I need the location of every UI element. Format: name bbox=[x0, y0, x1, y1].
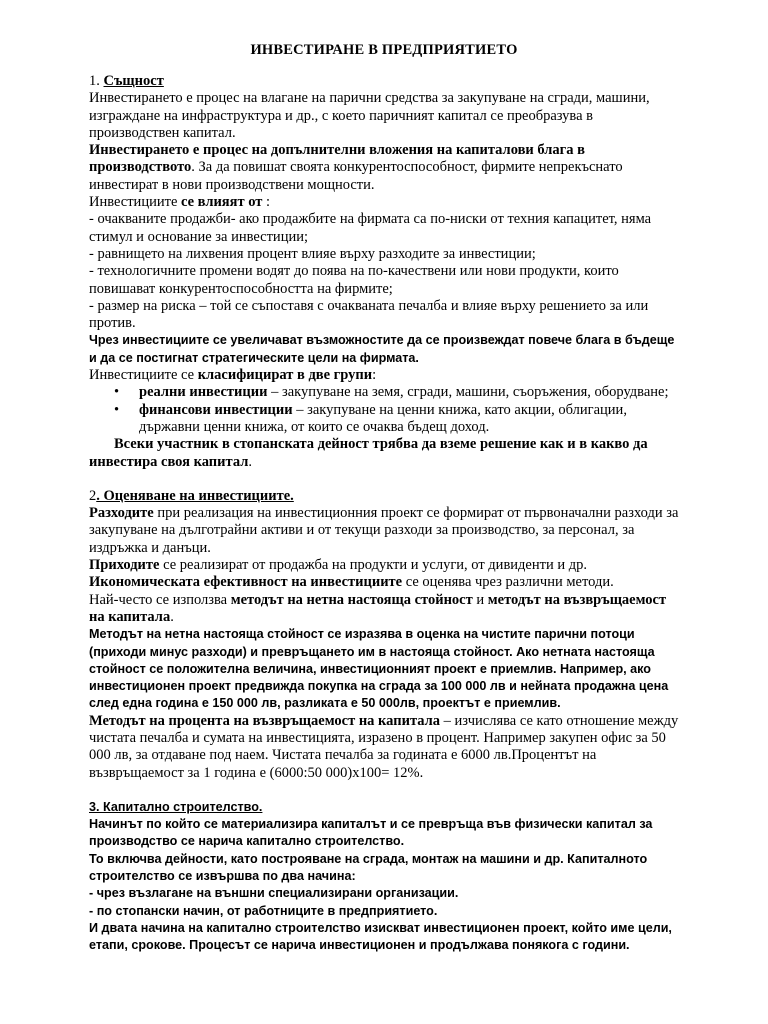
classification-list bbox=[89, 384, 679, 436]
revenue-bold: Приходите bbox=[89, 557, 160, 574]
bullet-icon: • bbox=[114, 384, 120, 401]
revenue-rest: се реализират от продажба на продукти и услуги, от дивиденти и др. bbox=[159, 557, 587, 574]
methods-bold-2: методът на възвръщаемост на капитала bbox=[89, 591, 667, 625]
conclusion-post: . bbox=[248, 453, 252, 470]
classification-post: : bbox=[372, 367, 377, 384]
section-1-note: Чрез инвестициите се увеличават възможностите да се произвеждат повече блага в бъдеще и да се постигнат стратегическите цели на фирмата. bbox=[89, 333, 675, 365]
factors-intro-post: : bbox=[262, 194, 271, 211]
section-1-heading bbox=[89, 73, 679, 90]
section-1-number: 1. bbox=[89, 73, 104, 89]
costs-bold: Разходите bbox=[89, 505, 154, 522]
factor-item: - технологичните промени водят до поява на по-качествени или нови продукти, които повишават конкурентоспособността на фирмите; bbox=[89, 263, 619, 297]
factors-intro-pre: Инвестициите bbox=[89, 194, 181, 211]
list-item-text: – закупуване на ценни книжа, като акции, облигации, държавни ценни книжа, от които се очаква бъдещ доход. bbox=[139, 401, 627, 435]
document-title: ИНВЕСТИРАНЕ В ПРЕДПРИЯТИЕТО bbox=[250, 42, 518, 58]
conclusion-bold: Всеки участник в стопанската дейност трябва да вземе решение как и в какво да инвестира своя капитал bbox=[89, 436, 648, 470]
list-item-bold: финансови инвестиции bbox=[139, 401, 293, 418]
spacer bbox=[89, 471, 679, 488]
list-item-text: – закупуване на земя, сгради, машини, съоръжения, оборудване; bbox=[267, 384, 669, 401]
roi-rest: – изчислява се като отношение между чистата печалба и сумата на инвестицията, изразено в процент. Например закупен офис за 50 000 лв, за отдаване под наем. Чистата печалба за годината е 6000 лв.Процентът на възвръщаемост за 1 година е (6000:50 000)х100= 12%. bbox=[89, 712, 679, 781]
section-2-number: 2 bbox=[89, 487, 97, 504]
classification-bold: класифицират в две групи bbox=[197, 367, 373, 384]
factor-item: - равнището на лихвения процент влияе върху разходите за инвестиции; bbox=[89, 245, 536, 262]
factor-item: - очакваните продажби- ако продажбите на фирмата са по-ниски от техния капацитет, няма стимул и основание за инвестиции; bbox=[89, 211, 652, 245]
section-3-title: 3. Капитално строителство. bbox=[89, 799, 263, 814]
section-1-title: Същност bbox=[103, 73, 164, 89]
efficiency-bold: Икономическата ефективност на инвестициите bbox=[89, 574, 403, 591]
costs-paragraph bbox=[89, 505, 679, 557]
section-3-item: - по стопански начин, от работниците в предприятието. bbox=[89, 903, 438, 918]
classification-intro bbox=[89, 367, 679, 384]
roi-bold: Методът на процента на възвръщаемост на капитала bbox=[89, 712, 441, 729]
efficiency-paragraph bbox=[89, 574, 679, 591]
classification-pre: Инвестициите се bbox=[89, 367, 198, 384]
section-1-paragraph: Инвестирането е процес на влагане на парични средства за закупуване на сгради, машини, изграждане на инфраструктура и др., с което паричният капитал се преобразува в производствен капитал. bbox=[89, 90, 650, 141]
costs-rest: при реализация на инвестиционния проект се формират от първоначални разходи за закупуване на дълготрайни активи и от текущи разходи за производство, за персонал, за издръжка и данъци. bbox=[89, 505, 679, 556]
section-3-heading bbox=[89, 799, 679, 816]
factor-item: - размер на риска – той се съпоставя с очакваната печалба и влияе върху решението за или против. bbox=[89, 297, 649, 332]
list-item bbox=[89, 402, 679, 437]
bullet-icon: • bbox=[114, 401, 120, 418]
list-item bbox=[89, 384, 679, 401]
definition-bold: Инвестирането е процес на допълнителни вложения на капиталови блага в производството bbox=[89, 142, 585, 176]
npv-paragraph: Методът на нетна настояща стойност се изразява в оценка на чистите парични потоци (приходи минус разходи) и превръщането им в настояща стойност. Ако нетната настояща стойност се положителна величина, инвестиционният проект е приемлив. Например, ако инвестиционен проект предвижда покупка на сграда за 100 000 лв и нейната продажна цена след една година е 150 000 лв, разликата е 50 000лв, проектът е приемлив. bbox=[89, 627, 669, 711]
section-3-item: - чрез възлагане на външни специализирани организации. bbox=[89, 886, 459, 901]
section-2-heading bbox=[89, 488, 679, 505]
section-2-title: . Оценяване на инвестициите. bbox=[96, 487, 294, 504]
spacer bbox=[89, 782, 679, 799]
document-page bbox=[89, 41, 679, 955]
methods-paragraph bbox=[89, 592, 679, 627]
section-3-paragraph: И двата начина на капитално строителство изискват инвестиционен проект, който име цели, етапи, срокове. Процесът се нарича инвестиционен и продължава понякога с години. bbox=[89, 920, 672, 953]
section-3-paragraph: То включва дейности, като построяване на сграда, монтаж на машини и др. Капиталното строителство се извършва по два начина: bbox=[89, 851, 648, 884]
section-1-conclusion bbox=[89, 436, 679, 471]
roi-paragraph bbox=[89, 713, 679, 782]
methods-bold-1: методът на нетна настояща стойност bbox=[230, 591, 473, 608]
list-item-bold: реални инвестиции bbox=[139, 384, 268, 401]
methods-mid: и bbox=[472, 591, 488, 608]
methods-pre: Най-често се използва bbox=[89, 591, 231, 608]
efficiency-rest: се оценява чрез различни методи. bbox=[402, 574, 614, 591]
definition-rest: . За да повишат своята конкурентоспособност, фирмите непрекъснато инвестират в нови производствени мощности. bbox=[89, 159, 623, 193]
methods-post: . bbox=[170, 608, 174, 625]
factors-intro-bold: се влияят от bbox=[181, 194, 263, 211]
section-3-paragraph: Начинът по който се материализира капиталът и се превръща във физически капитал за производство се нарича капитално строителство. bbox=[89, 817, 653, 849]
revenue-paragraph bbox=[89, 557, 679, 574]
section-1-definition bbox=[89, 142, 679, 194]
factors-intro bbox=[89, 194, 679, 211]
